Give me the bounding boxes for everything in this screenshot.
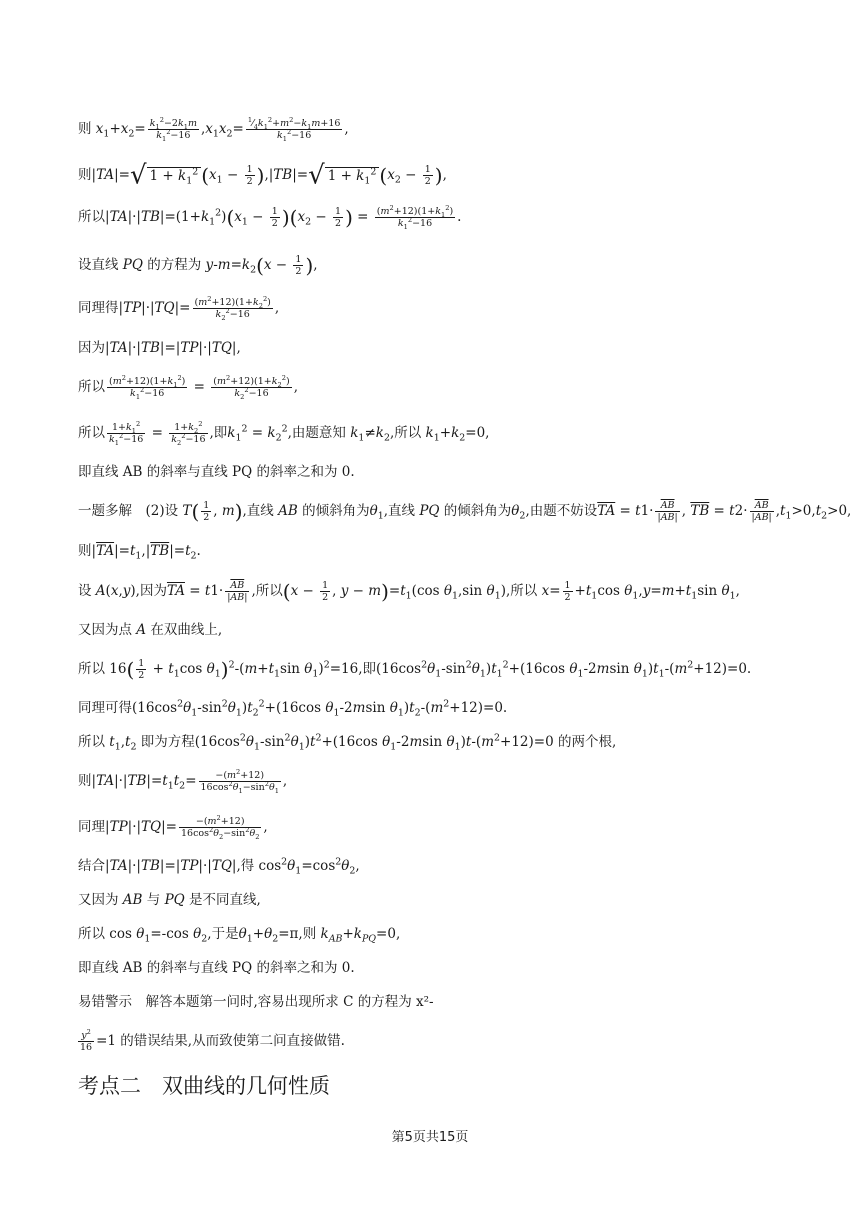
line-so-equal: 所以 $\frac{(m^2+12)(1+k_1^2)}{k_1^2-16}$ = $\frac{(m^2+12)(1+k_2^2)}{k_2^2-16}$ , <box>78 373 298 401</box>
line-because-equal: 因为|TA|·|TB|=|TP|·|TQ|, <box>78 340 241 356</box>
line-ta-tb: 则|TA|=√ $1 + k_1^2$ ($x_1$ − $\frac{1}{2}$ ),|TB|=√ $1 + k_1^2$ ($x_2$ − $\frac{1}{2}$ ), <box>78 160 447 191</box>
line-different-lines: 又因为 AB 与 PQ 是不同直线, <box>78 892 261 908</box>
conclusion-2: 即直线 AB 的斜率与直线 PQ 的斜率之和为 0. <box>78 960 355 976</box>
page-footer: 第5页共15页 <box>391 1130 469 1145</box>
section-heading: 考点二 双曲线的几何性质 <box>78 1074 330 1098</box>
line-t1-t2: 则$|\overline{TA}|=t_1,|\overline{TB}|=t_2$. <box>78 543 201 562</box>
alt-method-label: 一题多解 <box>78 503 132 519</box>
line-combine: 结合|TA|·|TB|=|TP|·|TQ|,得 $\cos^2\theta_1=\cos^2\theta_2$, <box>78 856 360 877</box>
conclusion-1: 即直线 AB 的斜率与直线 PQ 的斜率之和为 0. <box>78 464 355 480</box>
warning-label: 易错警示 <box>78 994 132 1010</box>
line-cos-relation: 所以 $\cos \theta_1=-\cos$ $\theta_2$,于是$\theta_1+\theta_2=\pi$,则 $k_{AB}+k_{PQ}=0$, <box>78 926 401 945</box>
line-warning <box>78 992 434 1012</box>
line-tp-tq: 同理得|TP|·|TQ|= $\frac{(m^2+12)(1+k_2^2)}{k_2^2-16}$ , <box>78 294 280 322</box>
line-tp-tq-product: 同理|TP|·|TQ|= $\frac{-(m^2+12)}{16\cos^2\theta_2-\sin^2\theta_2}$ , <box>78 813 268 841</box>
line-pq-equation: 设直线 PQ 的方程为 $y-m=k_2(x$ − $\frac{1}{2}$ ), <box>78 253 318 278</box>
line-alt-method: 一题多解 (2)设 T( $\frac{1}{2}$ , m),直线 AB 的倾斜角为$\theta_1$,直线 PQ 的倾斜角为$\theta_2$,由题不妨设$\overline{TA} = t1\cdot$ $\frac{\overline{AB}}{|\overline{AB}|}$ , $\overline{TB} = t2\cdot$ $\frac{\overline{AB}}{|\overline{AB}|}$ $,t_1>0,t_2>0$, <box>78 499 852 524</box>
line-on-hyperbola: 又因为点 A 在双曲线上, <box>78 622 223 638</box>
line-sum-product: 则 $x_1+x_2=$ $\frac{k_1^2-2k_1m}{k_1^2-16}$ $,x_1x_2=$ $\frac{^1⁄_4k_1^2+m^2-k_1m+16}{k_1^2-16}$ , <box>78 115 349 143</box>
line-warning-cont: $\frac{y^2}{16}$ =1 的错误结果,从而致使第二问直接做错. <box>80 1027 345 1053</box>
line-roots: 所以 $t_1,t_2$ 即为方程$(16\cos^2\theta_1-\sin^2\theta_1)t^2+(16\cos$ $\theta_1-2msin$ $\theta_1)t-(m^2+12)=0$ 的两个根, <box>78 732 617 753</box>
warning-text: 解答本题第一问时,容易出现所求 C 的方程为 x²- <box>145 994 434 1010</box>
line-point-a: 设 A(x,y),因为$\overline{TA} = t1\cdot$ $\frac{\overline{AB}}{|\overline{AB}|}$ ,所以(x − $\frac{1}{2}$ , $y - m)=t_1(\cos$ $\theta_1,\sin$ $\theta_1$),所以 x= $\frac{1}{2}$ $+t_1\cos$ $\theta_1,y=m+t_1\sin$ $\theta_1$, <box>78 579 740 604</box>
line-t1t2-product: 则$|TA|\cdot|TB|=t_1t_2=$ $\frac{-(m^2+12)}{16\cos^2\theta_1-\sin^2\theta_1}$ , <box>78 767 288 795</box>
line-ta-times-tb: 所以$|TA|\cdot|TB|=(1+k_1^2)(x_1$ − $\frac{1}{2}$ )($x_2$ − $\frac{1}{2}$ ) = $\frac{(m^2+12)(1+k_1^2)}{k_1^2-16}$ . <box>78 203 462 231</box>
line-substitute: 所以 16( $\frac{1}{2}$ + $t_1\cos$ $\theta_1)^2-(m+t_1\sin$ $\theta_1)^2=16$,即$(16\cos^2\theta_1-\sin^2\theta_1)t_1^2+(16\cos$ $\theta_1-2msin$ $\theta_1)t_1-(m^2+12)=0$. <box>78 657 752 682</box>
line-similarly-t2: 同理可得$(16\cos^2\theta_1-\sin^2\theta_1)t_2^2+(16\cos$ $\theta_1-2msin$ $\theta_1)t_2-(m^2+12)=0$. <box>78 698 508 719</box>
warning-text-2: =1 的错误结果,从而致使第二问直接做错. <box>96 1033 345 1049</box>
line-k-equal: 所以 $\frac{1+k_1^2}{k_1^2-16}$ = $\frac{1+k_2^2}{k_2^2-16}$ ,即$k_1^2 = k_2^2$,由题意知 $k_1\ne k_2$,所以 $k_1+k_2=0$, <box>78 419 490 447</box>
